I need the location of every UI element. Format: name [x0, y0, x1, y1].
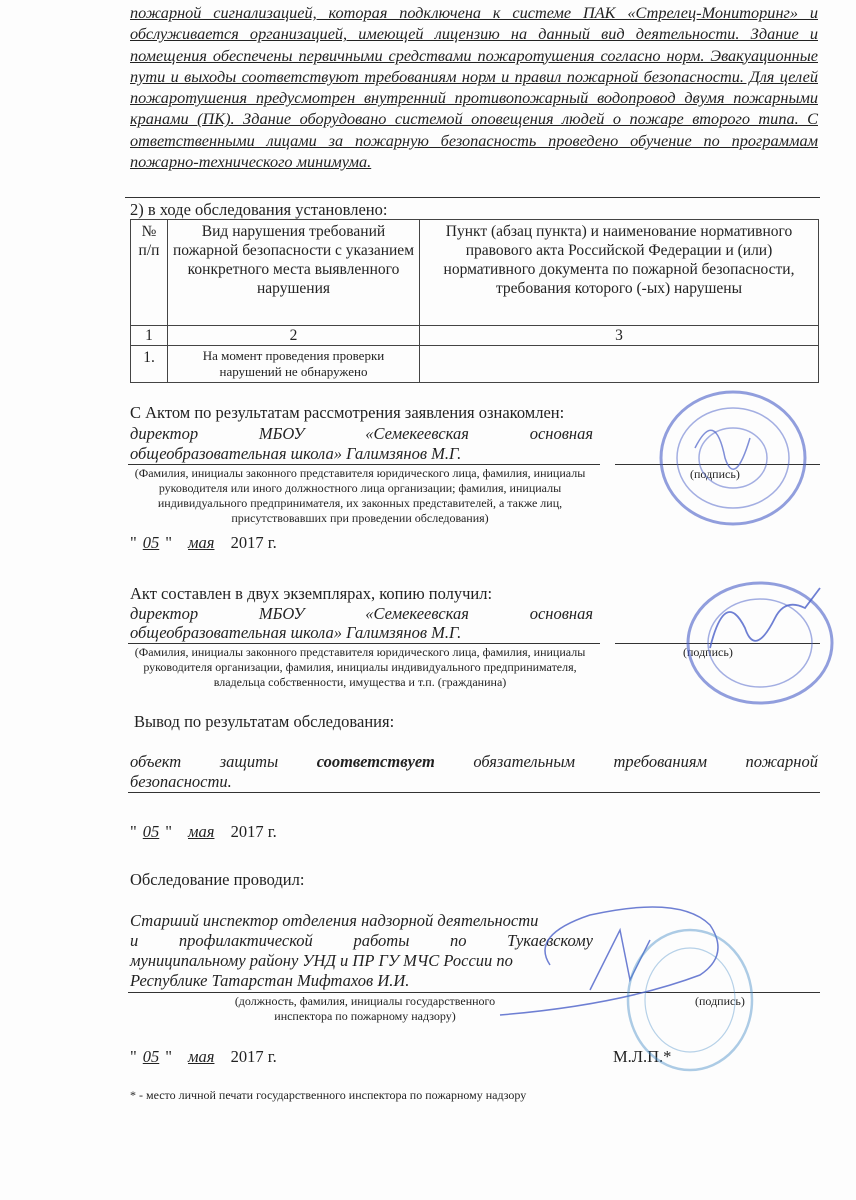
word: обязательным — [473, 752, 576, 771]
signature-caption: (подпись) — [695, 994, 745, 1008]
inspector-caption: (должность, фамилия, инициалы государственного инспектора по пожарному надзору) — [234, 994, 496, 1023]
signature-caption: (подпись) — [690, 467, 740, 481]
date-month: мая — [188, 1047, 215, 1066]
divider — [128, 792, 820, 793]
column-number: 1 — [131, 326, 168, 346]
word: «Семекеевская — [365, 604, 469, 623]
word: требованиям — [613, 752, 708, 771]
violations-table — [130, 219, 819, 383]
header-number: № п/п — [131, 220, 168, 326]
word: МБОУ — [258, 424, 305, 443]
conclusion-verdict: соответствует — [316, 752, 435, 771]
word: профилактической — [178, 931, 313, 950]
section2-heading: 2) в ходе обследования установлено: — [130, 200, 388, 219]
name-line — [128, 643, 600, 644]
conclusion-heading: Вывод по результатам обследования: — [134, 712, 395, 731]
word: Тукаевскому — [507, 931, 593, 950]
date-day: 05 — [142, 1047, 160, 1066]
date-day: 05 — [142, 822, 160, 841]
organization-stamp-icon — [655, 388, 815, 528]
inspector-date: " 05 " мая 2017 г. — [130, 1047, 277, 1066]
header-violation: Вид нарушения требований пожарной безопасности с указанием конкретного места выявленного нарушения — [168, 220, 420, 326]
copy-caption: (Фамилия, инициалы законного представителя юридического лица, фамилия, инициалы руководителя организации, фамилия, инициалы индивидуального предпринимателя, владельца собственности, имущества и т.п. (гражданина) — [134, 645, 586, 689]
inspector-heading: Обследование проводил: — [130, 870, 305, 889]
date-day: 05 — [142, 533, 160, 552]
column-number: 2 — [168, 326, 420, 346]
acquainted-line1 — [130, 424, 593, 444]
signature-caption: (подпись) — [683, 645, 733, 659]
acquainted-date: " 05 " мая 2017 г. — [130, 533, 277, 552]
footnote: * - место личной печати государственного инспектора по пожарному надзору — [130, 1088, 527, 1102]
word: директор — [130, 424, 199, 443]
copy-line1 — [130, 604, 593, 624]
column-number: 3 — [420, 326, 819, 346]
acquainted-line2: общеобразовательная школа» Галимзянов М.Г. — [130, 444, 462, 463]
word: пожарной — [745, 752, 818, 771]
inspector-line1: Старший инспектор отделения надзорной деятельности — [130, 911, 539, 930]
word: работы — [353, 931, 410, 950]
word: МБОУ — [258, 604, 305, 623]
word: директор — [130, 604, 199, 623]
name-line — [128, 464, 600, 465]
date-year: 2017 г. — [230, 822, 277, 841]
word: по — [450, 931, 467, 950]
seal-place: М.Л.П.* — [613, 1047, 672, 1066]
word: основная — [529, 424, 593, 443]
conclusion-date: " 05 " мая 2017 г. — [130, 822, 277, 841]
date-year: 2017 г. — [230, 1047, 277, 1066]
acquainted-caption: (Фамилия, инициалы законного представителя юридического лица, фамилия, инициалы руководителя или иного должностного лица организации; фамилия, инициалы индивидуального предпринимателя, их законных представителей, а также лиц, присутствовавших при проведении обследования) — [134, 466, 586, 525]
inspector-stamp-icon — [615, 920, 755, 1075]
word: защиты — [219, 752, 279, 771]
inspector-line4: Республике Татарстан Мифтахов И.И. — [130, 971, 410, 990]
acquainted-heading: С Актом по результатам рассмотрения заявления ознакомлен: — [130, 403, 565, 422]
conclusion-line2: безопасности. — [130, 772, 232, 791]
row-norm — [420, 346, 819, 383]
copy-line2: общеобразовательная школа» Галимзянов М.Г. — [130, 623, 462, 642]
inspector-line3: муниципальному району УНД и ПР ГУ МЧС России по — [130, 951, 513, 970]
divider — [125, 197, 820, 198]
intro-paragraph — [130, 2, 818, 172]
date-year: 2017 г. — [230, 533, 277, 552]
table-row — [131, 346, 819, 383]
conclusion-line1 — [130, 752, 818, 772]
table-header-row — [131, 220, 819, 326]
word: «Семекеевская — [365, 424, 469, 443]
word: и — [130, 931, 139, 950]
word: объект — [130, 752, 182, 771]
date-month: мая — [188, 533, 215, 552]
header-norm: Пункт (абзац пункта) и наименование нормативного правового акта Российской Федерации и (или) нормативного документа по пожарной безопасности, требования которого (-ых) нарушены — [420, 220, 819, 326]
date-month: мая — [188, 822, 215, 841]
copy-heading: Акт составлен в двух экземплярах, копию получил: — [130, 584, 493, 603]
intro-text: пожарной сигнализацией, которая подключена к системе ПАК «Стрелец-Мониторинг» и обслуживается организацией, имеющей лицензию на данный вид деятельности. Здание и помещения обеспечены первичными средствами пожаротушения согласно норм. Эвакуационные пути и выходы соответствуют требованиям норм и правил пожарной безопасности. Для целей пожаротушения предусмотрен внутренний противопожарный водопровод двумя пожарными кранами (ПК). Здание оборудовано системой оповещения людей о пожаре второго типа. С ответственными лицами за пожарную безопасность проведено обучение по программам пожарно-технического минимума. — [130, 3, 818, 172]
table-column-numbers — [131, 326, 819, 346]
word: основная — [529, 604, 593, 623]
row-violation: На момент проведения проверки нарушений не обнаружено — [168, 346, 420, 383]
row-number: 1. — [131, 346, 168, 383]
organization-stamp-icon — [680, 578, 840, 708]
